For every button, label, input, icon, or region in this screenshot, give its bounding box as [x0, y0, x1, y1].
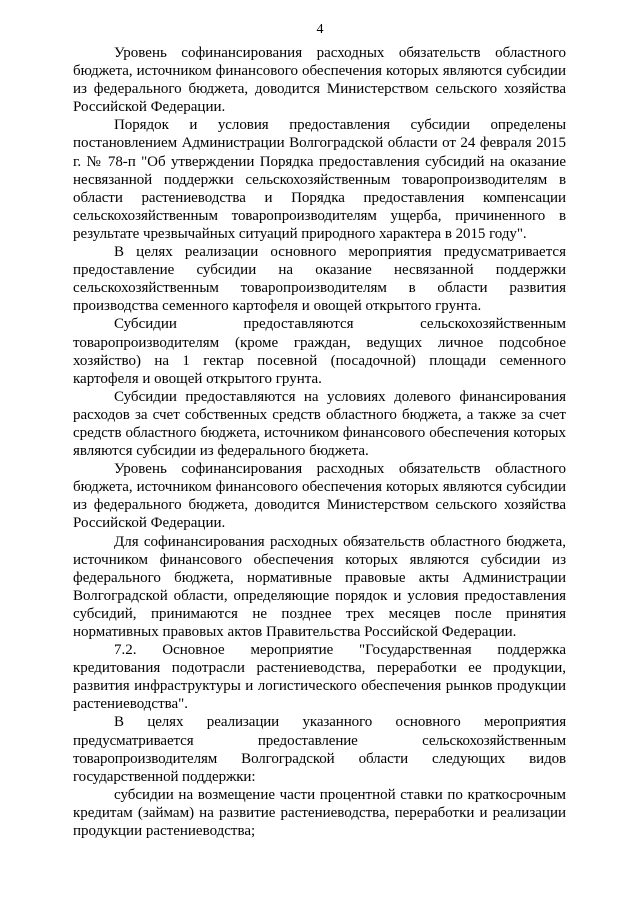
- paragraph-main-measure-goal: В целях реализации основного мероприятия предусматривается предоставление субсидии на оказание несвязанной поддержки сельскохозяйственным товаропроизводителям в области развития производства семенного картофеля и овощей открытого грунта.: [73, 244, 566, 315]
- paragraph-section-7-2: 7.2. Основное мероприятие "Государственная поддержка кредитования подотрасли растениеводства, переработки ее продукции, развития инфраструктуры и логистического обеспечения рынков продукции растениеводства".: [73, 642, 566, 713]
- paragraph-procedure-resolution: Порядок и условия предоставления субсидии определены постановлением Администрации Волгоградской области от 24 февраля 2015 г. № 78-п "Об утверждении Порядка предоставления субсидий на оказание несвязанной поддержки сельскохозяйственным товаропроизводителям в области растениеводства и Порядка предоставления компенсации сельскохозяйственным товаропроизводителям ущерба, причиненного в результате чрезвычайных ситуаций природного характера в 2015 году".: [73, 117, 566, 242]
- paragraph-interest-subsidy: субсидии на возмещение части процентной ставки по краткосрочным кредитам (займам) на развитие растениеводства, переработки и реализации продукции растениеводства;: [73, 786, 566, 840]
- paragraph-cofinancing-level-repeat: Уровень софинансирования расходных обязательств областного бюджета, источником финансового обеспечения которых являются субсидии из федерального бюджета, доводится Министерством сельского хозяйства Российской Федерации.: [73, 461, 566, 532]
- paragraph-support-types: В целях реализации указанного основного мероприятия предусматривается предоставление сельскохозяйственным товаропроизводителям Волгоградской области следующих видов государственной поддержки:: [73, 714, 566, 785]
- page-number: 4: [316, 22, 324, 37]
- paragraph-cofinancing-level: Уровень софинансирования расходных обязательств областного бюджета, источником финансового обеспечения которых являются субсидии из федерального бюджета, доводится Министерством сельского хозяйства Российской Федерации.: [73, 45, 566, 116]
- paragraph-regulatory-acts: Для софинансирования расходных обязательств областного бюджета, источником финансового обеспечения которых являются субсидии из федерального бюджета, нормативные правовые акты Администрации Волгоградской области, определяющие порядок и условия предоставления субсидий, принимаются не позднее трех месяцев после принятия нормативных правовых актов Правительства Российской Федерации.: [73, 533, 566, 640]
- paragraph-subsidy-recipients: Субсидии предоставляются сельскохозяйственным товаропроизводителям (кроме граждан, ведущих личное подсобное хозяйство) на 1 гектар посевной (посадочной) площади семенного картофеля и овощей открытого грунта.: [73, 316, 566, 387]
- document-body: [73, 44, 566, 840]
- paragraph-shared-financing: Субсидии предоставляются на условиях долевого финансирования расходов за счет собственных средств областного бюджета, а также за счет средств областного бюджета, источником финансового обеспечения которых являются субсидии из федерального бюджета.: [73, 388, 566, 460]
